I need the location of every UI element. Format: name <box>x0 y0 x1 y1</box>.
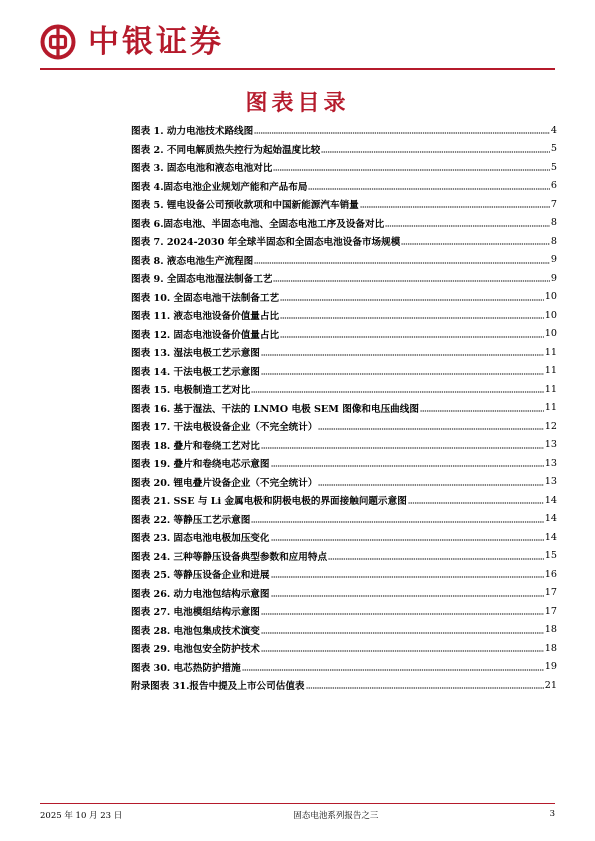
toc-dot-leader <box>280 299 544 301</box>
toc-entry[interactable] <box>131 362 557 381</box>
toc-dot-leader <box>360 206 550 208</box>
toc-entry-label[interactable]: 图表 1. 动力电池技术路线图 <box>131 126 254 138</box>
toc-entry-page[interactable]: 19 <box>544 661 557 673</box>
toc-entry-page[interactable]: 7 <box>550 198 557 210</box>
toc-dot-leader <box>271 576 544 578</box>
footer-divider <box>40 803 555 804</box>
page-title: 图表目录 <box>245 91 350 116</box>
toc-dot-leader <box>242 669 544 671</box>
toc-entry-label[interactable]: 图表 28. 电池包集成技术演变 <box>131 625 260 637</box>
toc-dot-leader <box>251 391 543 393</box>
toc-entry[interactable] <box>131 177 557 196</box>
toc-entry-label[interactable]: 图表 2. 不同电解质热失控行为起始温度比较 <box>131 144 321 156</box>
toc-entry-label[interactable]: 图表 21. SSE 与 Li 金属电极和阴极电极的界面接触问题示意图 <box>131 496 407 508</box>
toc-entry-label[interactable]: 图表 26. 动力电池包结构示意图 <box>131 588 270 600</box>
toc-entry-page[interactable]: 13 <box>544 439 557 451</box>
toc-entry[interactable] <box>131 510 557 529</box>
toc-entry[interactable] <box>131 140 557 159</box>
toc-entry-label[interactable]: 图表 22. 等静压工艺示意图 <box>131 514 251 526</box>
toc-entry-label[interactable]: 图表 19. 叠片和卷绕电芯示意图 <box>131 459 270 471</box>
toc-entry-label[interactable]: 图表 30. 电芯热防护措施 <box>131 662 241 674</box>
toc-dot-leader <box>273 169 549 171</box>
toc-entry-page[interactable]: 11 <box>544 402 557 414</box>
toc-dot-leader <box>401 243 550 245</box>
toc-entry-page[interactable]: 5 <box>550 143 557 155</box>
toc-entry-label[interactable]: 图表 13. 湿法电极工艺示意图 <box>131 348 260 360</box>
toc-dot-leader <box>321 151 550 153</box>
toc-dot-leader <box>318 484 543 486</box>
toc-dot-leader <box>318 428 543 430</box>
footer-date: 2025 年 10 月 23 日 <box>40 811 123 821</box>
toc-entry[interactable] <box>131 380 557 399</box>
toc-entry-page[interactable]: 16 <box>544 568 557 580</box>
toc-entry-page[interactable]: 13 <box>544 476 557 488</box>
toc-entry-page[interactable]: 12 <box>544 420 557 432</box>
toc-entry-label[interactable]: 图表 29. 电池包安全防护技术 <box>131 644 260 656</box>
toc-entry-label[interactable]: 附录图表 31.报告中提及上市公司估值表 <box>131 681 305 693</box>
toc-entry-page[interactable]: 9 <box>550 254 557 266</box>
header-divider <box>40 68 555 70</box>
toc-entry[interactable] <box>131 473 557 492</box>
toc-entry[interactable] <box>131 288 557 307</box>
toc-entry[interactable] <box>131 306 557 325</box>
toc-entry-page[interactable]: 14 <box>544 531 557 543</box>
toc-entry-label[interactable]: 图表 24. 三种等静压设备典型参数和应用特点 <box>131 551 328 563</box>
toc-dot-leader <box>306 687 544 689</box>
toc-dot-leader <box>273 280 549 282</box>
toc-entry-label[interactable]: 图表 15. 电极制造工艺对比 <box>131 385 251 397</box>
toc-entry-page[interactable]: 10 <box>544 309 557 321</box>
toc-entry-label[interactable]: 图表 4.固态电池企业规划产能和产品布局 <box>131 181 308 193</box>
toc-dot-leader <box>420 410 544 412</box>
toc-dot-leader <box>328 558 544 560</box>
toc-entry-label[interactable]: 图表 12. 固态电池设备价值量占比 <box>131 329 280 341</box>
toc-entry[interactable] <box>131 602 557 621</box>
toc-entry[interactable] <box>131 269 557 288</box>
toc-dot-leader <box>261 632 544 634</box>
toc-entry-label[interactable]: 图表 5. 锂电设备公司预收款项和中国新能源汽车销量 <box>131 200 359 212</box>
page-footer <box>40 809 555 821</box>
toc-entry-label[interactable]: 图表 8. 液态电池生产流程图 <box>131 255 254 267</box>
toc-entry-label[interactable]: 图表 18. 叠片和卷绕工艺对比 <box>131 440 260 452</box>
toc-entry[interactable] <box>131 343 557 362</box>
toc-dot-leader <box>271 539 544 541</box>
toc-entry-page[interactable]: 4 <box>550 124 557 136</box>
toc-entry-page[interactable]: 15 <box>544 550 557 562</box>
toc-dot-leader <box>261 613 544 615</box>
toc-entry[interactable] <box>131 528 557 547</box>
toc-entry-label[interactable]: 图表 23. 固态电池电极加压变化 <box>131 533 270 545</box>
toc-entry[interactable] <box>131 547 557 566</box>
toc-dot-leader <box>254 132 550 134</box>
toc-entry-page[interactable]: 17 <box>544 605 557 617</box>
toc-entry-label[interactable]: 图表 14. 干法电极工艺示意图 <box>131 366 260 378</box>
toc-dot-leader <box>280 336 544 338</box>
toc-dot-leader <box>261 373 544 375</box>
footer-series: 固态电池系列报告之三 <box>293 811 379 821</box>
toc-entry-page[interactable]: 14 <box>544 513 557 525</box>
toc-dot-leader <box>308 188 549 190</box>
toc-dot-leader <box>271 595 544 597</box>
toc-dot-leader <box>254 262 550 264</box>
toc-entry[interactable] <box>131 251 557 270</box>
toc-entry[interactable] <box>131 454 557 473</box>
header-logo <box>40 22 224 62</box>
toc-entry-label[interactable]: 图表 27. 电池模组结构示意图 <box>131 607 260 619</box>
toc-entry-page[interactable]: 6 <box>550 180 557 192</box>
toc-entry-page[interactable]: 8 <box>550 235 557 247</box>
toc-entry-page[interactable]: 17 <box>544 587 557 599</box>
toc-entry-page[interactable]: 10 <box>544 328 557 340</box>
toc-entry-page[interactable]: 9 <box>550 272 557 284</box>
toc-entry-page[interactable]: 13 <box>544 457 557 469</box>
toc-entry-page[interactable]: 5 <box>550 161 557 173</box>
toc-entry[interactable] <box>131 639 557 658</box>
toc-entry-page[interactable]: 11 <box>544 346 557 358</box>
toc-entry-page[interactable]: 8 <box>550 217 557 229</box>
toc-entry[interactable] <box>131 436 557 455</box>
toc-entry[interactable] <box>131 232 557 251</box>
toc-dot-leader <box>408 502 544 504</box>
toc-entry-label[interactable]: 图表 6.固态电池、半固态电池、全固态电池工序及设备对比 <box>131 218 385 230</box>
toc-entry-page[interactable]: 18 <box>544 624 557 636</box>
toc-dot-leader <box>271 465 544 467</box>
bank-of-china-logo-icon <box>40 24 76 60</box>
toc-entry[interactable] <box>131 491 557 510</box>
toc-entry[interactable] <box>131 584 557 603</box>
toc-entry[interactable] <box>131 214 557 233</box>
toc-entry-page[interactable]: 11 <box>544 383 557 395</box>
toc-entry-label[interactable]: 图表 16. 基于湿法、干法的 LNMO 电极 SEM 图像和电压曲线图 <box>131 403 419 415</box>
toc-dot-leader <box>261 650 544 652</box>
toc-entry[interactable] <box>131 658 557 677</box>
toc-entry-page[interactable]: 21 <box>544 679 557 691</box>
toc-entry-page[interactable]: 10 <box>544 291 557 303</box>
toc-dot-leader <box>251 521 543 523</box>
brand-name: 中银证券 <box>88 24 224 60</box>
toc-entry-label[interactable]: 图表 25. 等静压设备企业和进展 <box>131 570 270 582</box>
toc-entry-page[interactable]: 18 <box>544 642 557 654</box>
toc-dot-leader <box>280 317 544 319</box>
toc-entry[interactable] <box>131 565 557 584</box>
toc-entry-label[interactable]: 图表 11. 液态电池设备价值量占比 <box>131 311 280 323</box>
toc-entry[interactable] <box>131 417 557 436</box>
toc-entry-page[interactable]: 11 <box>544 365 557 377</box>
toc-entry[interactable] <box>131 399 557 418</box>
toc-entry[interactable] <box>131 325 557 344</box>
toc-entry-label[interactable]: 图表 7. 2024-2030 年全球半固态和全固态电池设备市场规模 <box>131 237 401 249</box>
toc-entry[interactable] <box>131 195 557 214</box>
toc-entry-page[interactable]: 14 <box>544 494 557 506</box>
footer-page-number: 3 <box>549 809 555 819</box>
toc-entry-label[interactable]: 图表 3. 固态电池和液态电池对比 <box>131 163 273 175</box>
toc-dot-leader <box>261 354 544 356</box>
toc-dot-leader <box>385 225 550 227</box>
toc-entry-label[interactable]: 图表 20. 锂电叠片设备企业（不完全统计） <box>131 477 318 489</box>
figure-toc-list <box>131 121 557 695</box>
toc-entry[interactable] <box>131 676 557 695</box>
toc-entry-label[interactable]: 图表 10. 全固态电池干法制备工艺 <box>131 292 280 304</box>
toc-entry[interactable] <box>131 621 557 640</box>
toc-entry-label[interactable]: 图表 17. 干法电极设备企业（不完全统计） <box>131 422 318 434</box>
toc-entry-label[interactable]: 图表 9. 全固态电池湿法制备工艺 <box>131 274 273 286</box>
toc-dot-leader <box>261 447 544 449</box>
toc-entry[interactable] <box>131 121 557 140</box>
toc-entry[interactable] <box>131 158 557 177</box>
